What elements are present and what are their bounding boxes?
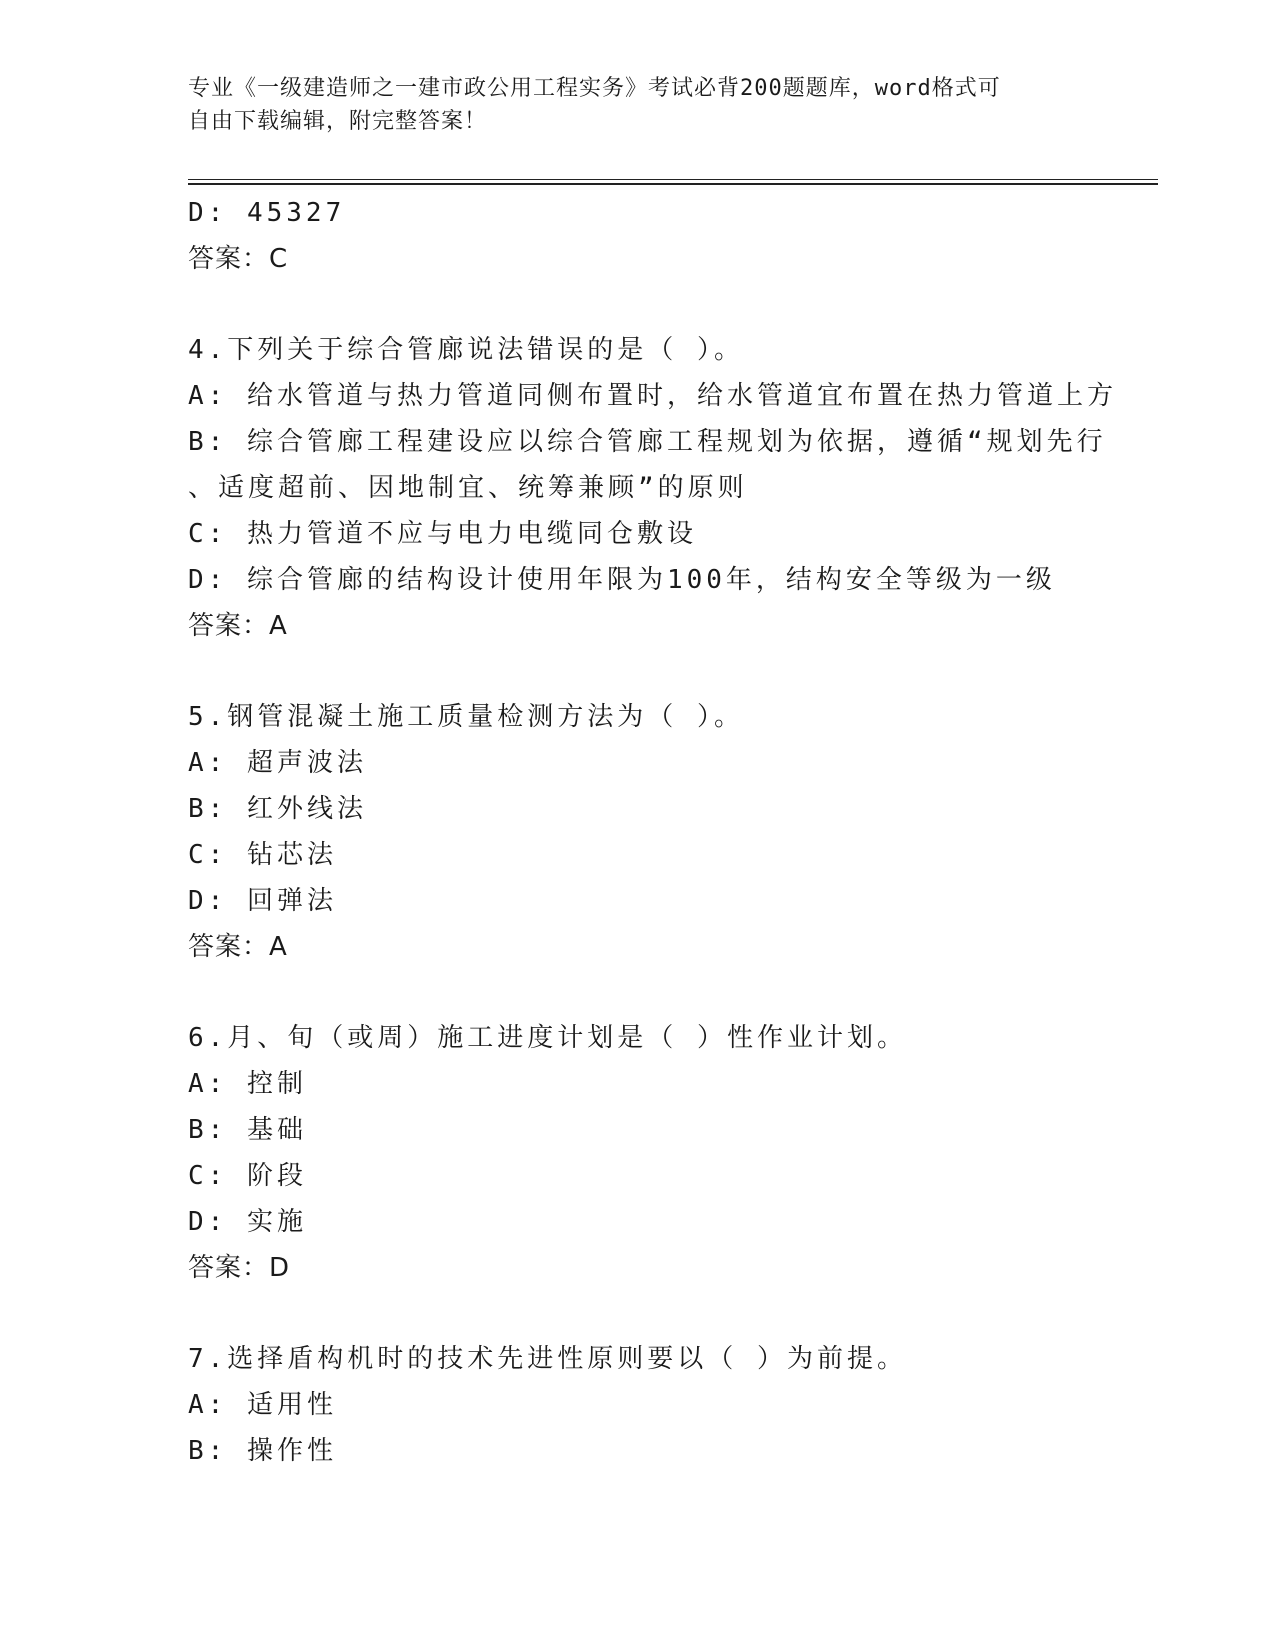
spacer — [188, 649, 1088, 694]
q6-option-d: D: 实施 — [188, 1207, 307, 1237]
q7-stem: 7.选择盾构机时的技术先进性原则要以（ ）为前提。 — [188, 1344, 907, 1374]
q6-stem: 6.月、旬（或周）施工进度计划是（ ）性作业计划。 — [188, 1023, 907, 1053]
q4-option-a: A: 给水管道与热力管道同侧布置时，给水管道宜布置在热力管道上方 — [188, 381, 1117, 411]
header-rule-thick — [188, 183, 1158, 185]
question-content — [188, 190, 1117, 1474]
q5-stem: 5.钢管混凝土施工质量检测方法为（ ）。 — [188, 702, 744, 732]
spacer — [188, 1291, 1088, 1336]
q5-option-b: B: 红外线法 — [188, 794, 367, 824]
q5-answer: 答案：A — [188, 932, 288, 962]
q6-option-b: B: 基础 — [188, 1115, 307, 1145]
q4-stem: 4.下列关于综合管廊说法错误的是（ ）。 — [188, 335, 744, 365]
q5-option-a: A: 超声波法 — [188, 748, 367, 778]
q4-option-b-line2: 、适度超前、因地制宜、统筹兼顾”的原则 — [188, 473, 748, 503]
header-line-1: 专业《一级建造师之一建市政公用工程实务》考试必背200题题库，word格式可 — [188, 76, 1001, 101]
q5-option-c: C: 钻芯法 — [188, 840, 337, 870]
q4-option-d: D: 综合管廊的结构设计使用年限为100年，结构安全等级为一级 — [188, 565, 1056, 595]
spacer — [188, 282, 1088, 327]
q7-option-a: A: 适用性 — [188, 1390, 337, 1420]
q6-option-c: C: 阶段 — [188, 1161, 307, 1191]
header-rule-thin — [188, 179, 1158, 180]
page-header — [188, 72, 1088, 138]
header-line-2: 自由下载编辑，附完整答案！ — [188, 109, 488, 134]
q3-option-d: D: 45327 — [188, 198, 346, 228]
q4-answer: 答案：A — [188, 611, 288, 641]
q6-option-a: A: 控制 — [188, 1069, 307, 1099]
spacer — [188, 970, 1088, 1015]
q4-option-b-line1: B: 综合管廊工程建设应以综合管廊工程规划为依据，遵循“规划先行 — [188, 427, 1107, 457]
q4-option-c: C: 热力管道不应与电力电缆同仓敷设 — [188, 519, 697, 549]
q5-option-d: D: 回弹法 — [188, 886, 337, 916]
q6-answer: 答案：D — [188, 1253, 291, 1283]
q3-answer: 答案：C — [188, 244, 289, 274]
q7-option-b: B: 操作性 — [188, 1436, 337, 1466]
